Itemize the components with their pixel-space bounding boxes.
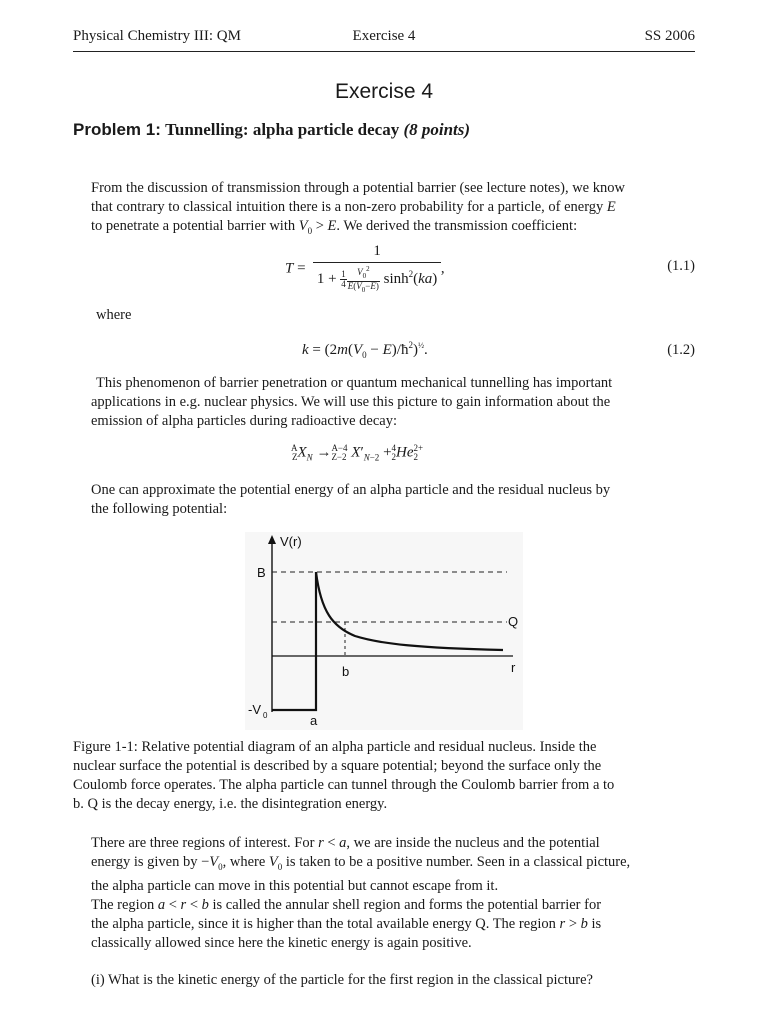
equation-1-1: T = 1 1 + $\frac{1}{4}$ $\frac{V_0^2}{E(V_0-E)}$ $\sinh^2(ka)$ ,	[285, 243, 445, 294]
intro-line-3: to penetrate a potential barrier with $V_0 > E$. We derived the transmission coefficient:	[91, 218, 578, 236]
applications-line-3: emission of alpha particles during radioactive decay:	[91, 413, 398, 429]
regions-line-6: classically allowed since here the kinetic energy is again positive.	[91, 934, 472, 951]
label-b: b	[342, 664, 350, 679]
caption-line-4: b. Q is the decay energy, i.e. the disintegration energy.	[73, 796, 388, 812]
figure-caption	[73, 738, 695, 814]
header-left: Physical Chemistry III: QM	[73, 28, 241, 44]
applications-line-1: This phenomenon of barrier penetration or quantum mechanical tunnelling has important	[96, 375, 613, 391]
header-right: SS 2006	[644, 28, 695, 44]
label-a: a	[310, 713, 318, 728]
label-B: B	[257, 565, 266, 580]
intro-paragraph	[91, 179, 695, 241]
label-Q: Q	[508, 614, 519, 629]
regions-line-4: The region a < r < b is called the annular shell region and forms the potential barrier for	[91, 896, 602, 913]
problem-label: Problem 1:	[73, 120, 161, 139]
regions-paragraph	[91, 834, 695, 953]
equation-1-2-number: (1.2)	[667, 342, 695, 358]
caption-line-1: Figure 1-1: Relative potential diagram of an alpha particle and residual nucleus. Inside the	[73, 739, 597, 755]
page-title: Exercise 4	[334, 80, 434, 103]
regions-line-3: the alpha particle can move in this potential but cannot escape from it.	[91, 877, 499, 894]
x-axis-label: r	[511, 660, 516, 675]
where-text: where	[96, 307, 132, 323]
label-V0-sub: 0	[263, 711, 268, 720]
regions-line-2: energy is given by $-V_0$, where $V_0$ is taken to be a positive number. Seen in a classical picture,	[91, 854, 631, 872]
approx-line-1: One can approximate the potential energy of an alpha particle and the residual nucleus by	[91, 482, 611, 498]
header-rule	[73, 51, 695, 52]
problem-heading	[73, 120, 470, 140]
header-center: Exercise 4	[352, 28, 416, 44]
applications-paragraph	[91, 374, 695, 431]
approx-line-2: the following potential:	[91, 501, 228, 517]
intro-line-2: that contrary to classical intuition there is a non-zero probability for a particle, of energy E	[91, 199, 616, 215]
applications-line-2: applications in e.g. nuclear physics. We will use this picture to gain information about the	[91, 394, 611, 410]
y-axis-label: V(r)	[280, 534, 302, 549]
question-1: (i) What is the kinetic energy of the particle for the first region in the classical picture?	[91, 972, 593, 988]
problem-title: Tunnelling: alpha particle decay	[165, 120, 400, 139]
figure-background	[245, 532, 523, 730]
caption-line-3: Coulomb force operates. The alpha particle can tunnel through the Coulomb barrier from a to	[73, 777, 615, 793]
problem-points: (8 points)	[403, 120, 471, 139]
decay-equation: A $ZX_N \to A-4$ Z−2 $X'_{N-2} +4$ 2He2+ 2	[291, 443, 424, 463]
label-V0: -V	[248, 702, 261, 717]
approx-paragraph	[91, 481, 695, 519]
equation-1-1-number: (1.1)	[667, 258, 695, 274]
regions-line-5: the alpha particle, since it is higher than the total available energy Q. The region r > b is	[91, 915, 602, 932]
regions-line-1: There are three regions of interest. For r < a, we are inside the nucleus and the potential	[91, 835, 600, 851]
potential-diagram	[245, 532, 523, 730]
equation-1-2: $k = (2m(V_0$ − $E)/ħ^2)^{\frac{1}{2}}$.	[302, 340, 428, 360]
caption-line-2: nuclear surface the potential is described by a square potential; beyond the surface only the	[73, 758, 602, 774]
intro-line-1: From the discussion of transmission through a potential barrier (see lecture notes), we know	[91, 180, 625, 196]
